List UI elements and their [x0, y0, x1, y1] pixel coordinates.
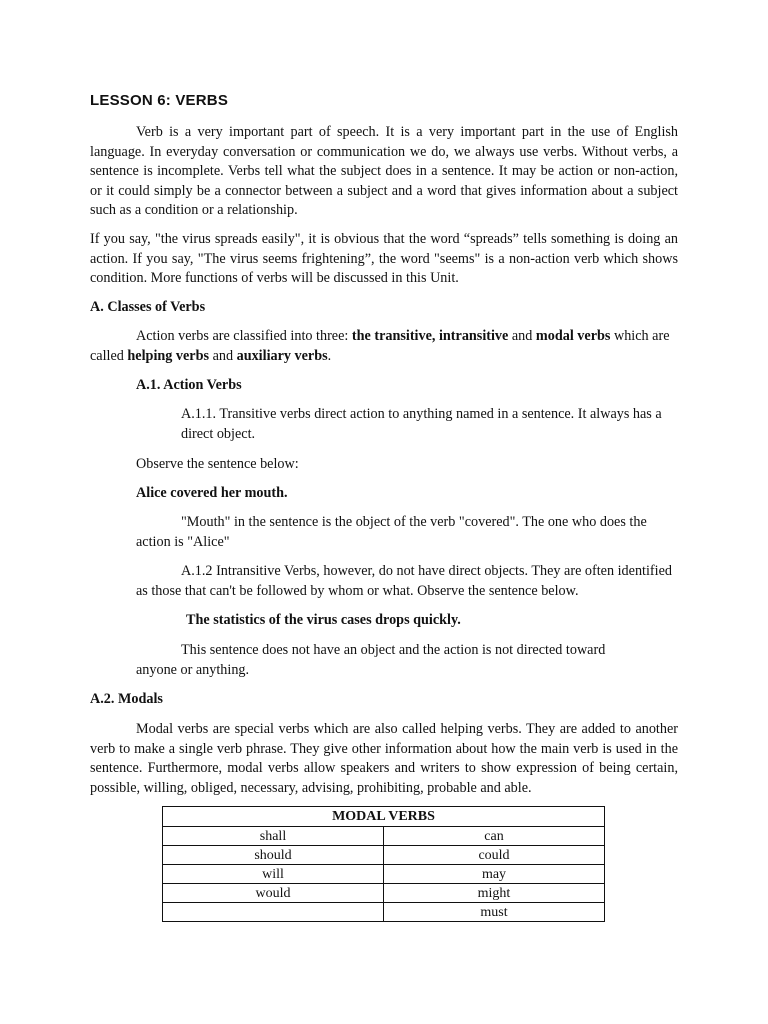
table-cell: will: [163, 865, 384, 884]
classes-text-5: .: [327, 347, 332, 364]
lesson-title: LESSON 6: VERBS: [90, 92, 229, 109]
intro-paragraph-1: Verb is a very important part of speech. It is a very important part in the use of English language. In everyday conversation or communication we do, we always use verbs. Without verbs, a sentence is incomplete. Verbs tell what the subject does in a sentence. It may be action or non-action, or it could simply be a connector between a subject and a word that gives information about a subject such as a condition or a relationship.: [90, 124, 678, 218]
section-a2-heading: A.2. Modals: [90, 691, 163, 707]
table-cell: would: [163, 884, 384, 903]
classes-bold-transitive: the transitive, intransitive: [351, 328, 509, 344]
transitive-definition: A.1.1. Transitive verbs direct action to anything named in a sentence. It always has a direct object.: [181, 406, 662, 442]
intransitive-definition: A.1.2 Intransitive Verbs, however, do not have direct objects. They are often identified as those that can't be followed by whom or what. Observe the sentence below.: [136, 563, 672, 599]
classes-bold-auxiliary: auxiliary verbs: [236, 347, 328, 364]
modals-paragraph: Modal verbs are special verbs which are also called helping verbs. They are added to another verb to make a single verb phrase. They give other information about how the main verb is used in the sentence. Furthermore, modal verbs allow speakers and writers to show expression of being certain, possible, willing, obliged, necessary, advising, prohibiting, probable and able.: [90, 721, 678, 796]
table-cell: shall: [163, 827, 384, 846]
classes-text-2: and: [508, 328, 536, 344]
classes-bold-modal: modal verbs: [535, 328, 611, 344]
table-row: [163, 865, 605, 884]
classes-bold-helping: helping verbs: [127, 347, 210, 364]
modal-table-header: MODAL VERBS: [163, 807, 605, 827]
classes-text-4: and: [209, 347, 237, 364]
intro-paragraph-2: If you say, "the virus spreads easily", it is obvious that the word “spreads” tells something is doing an action. If you say, "The virus seems frightening”, the word "seems" is a non-action verb which shows condition. More functions of verbs will be discussed in this Unit.: [90, 231, 678, 286]
classes-text-3: which are called: [90, 328, 670, 364]
table-row: [163, 846, 605, 865]
example-sentence-1: Alice covered her mouth.: [136, 485, 288, 501]
table-cell: should: [163, 846, 384, 865]
classes-text-1: Action verbs are classified into three:: [136, 328, 352, 344]
section-a-heading: A. Classes of Verbs: [90, 299, 206, 315]
observe-text: Observe the sentence below:: [136, 456, 299, 472]
table-cell: [163, 903, 384, 922]
section-a1-heading: A.1. Action Verbs: [136, 377, 242, 393]
example-sentence-2: The statistics of the virus cases drops quickly.: [186, 612, 461, 628]
modal-verbs-table: [162, 806, 605, 922]
table-row: [163, 827, 605, 846]
table-cell: must: [384, 903, 605, 922]
example-explanation-1: "Mouth" in the sentence is the object of the verb "covered". The one who does the action is "Alice": [136, 514, 647, 550]
table-cell: could: [384, 846, 605, 865]
classes-paragraph: [90, 327, 670, 366]
table-cell: might: [384, 884, 605, 903]
table-cell: may: [384, 865, 605, 884]
table-row: [163, 903, 605, 922]
table-cell: can: [384, 827, 605, 846]
table-row: [163, 884, 605, 903]
example-explanation-2: This sentence does not have an object and the action is not directed toward anyone or anything.: [136, 642, 606, 678]
